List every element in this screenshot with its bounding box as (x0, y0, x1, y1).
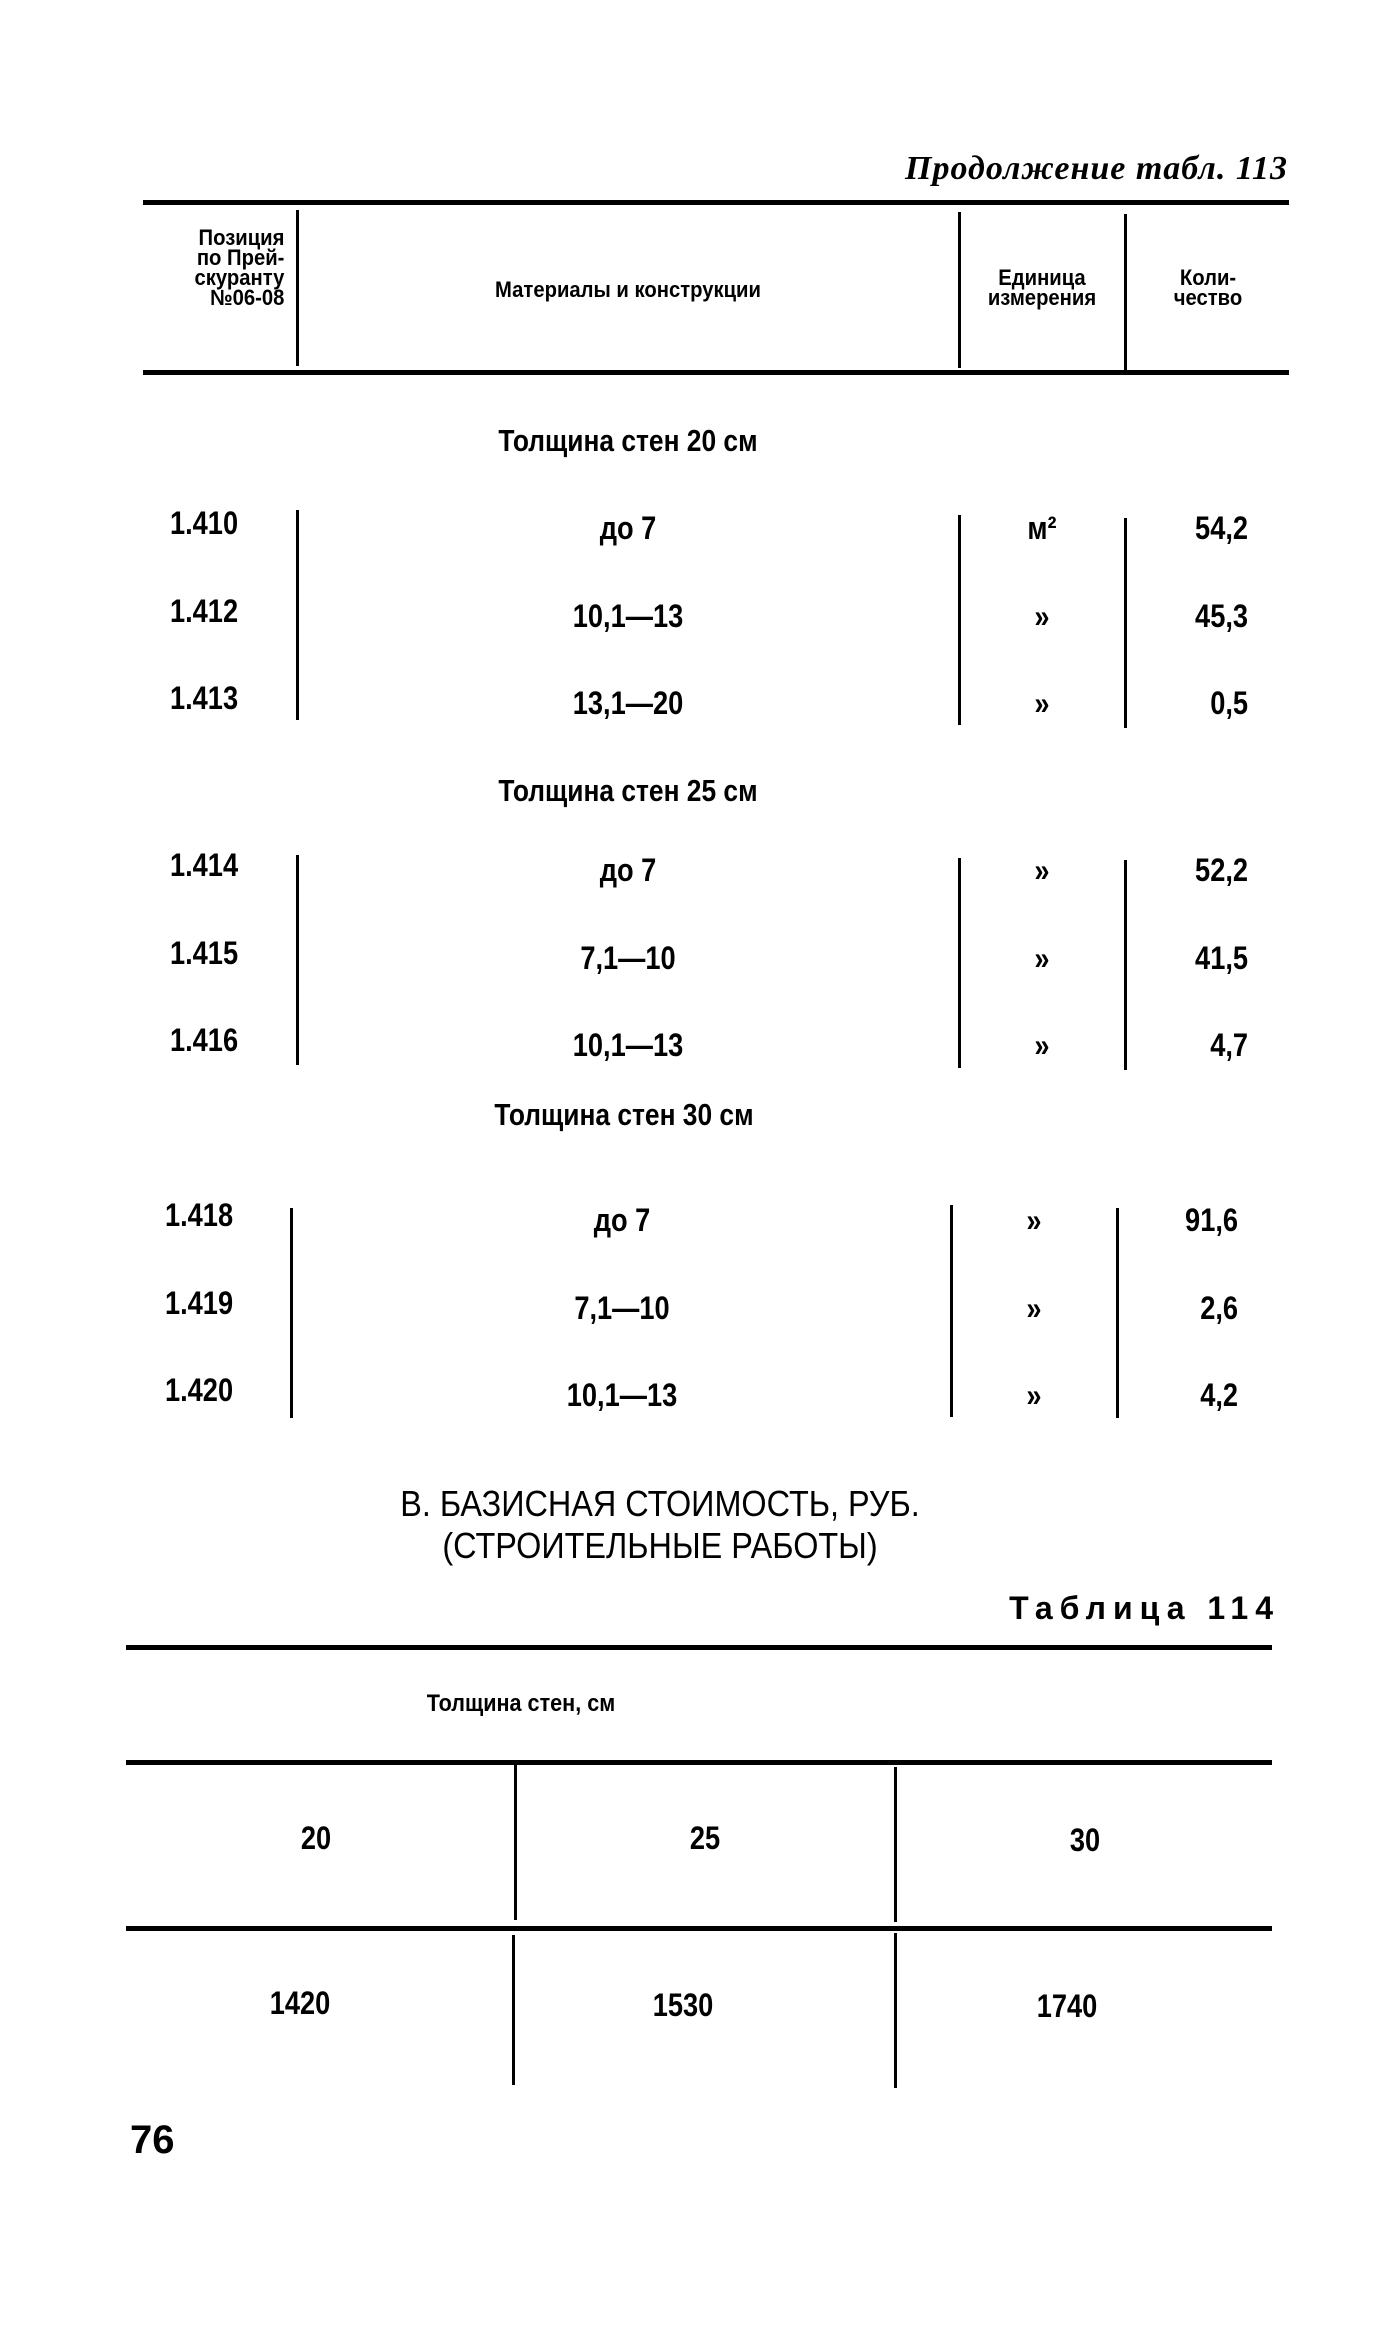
row-material: 10,1—13 (572, 1027, 684, 1063)
row-position: 1.415 (170, 935, 239, 971)
row-quantity: 41,5 (1195, 940, 1248, 976)
column-header: 20 (300, 1820, 332, 1856)
page-number: 76 (130, 2118, 175, 2162)
header-unit (968, 265, 1115, 310)
section-title: Толщина стен 20 см (498, 423, 758, 458)
row-position: 1.420 (165, 1372, 234, 1408)
cost-value: 1740 (1036, 1988, 1098, 2024)
column-divider (1124, 860, 1127, 1070)
row-position: 1.414 (170, 847, 239, 883)
header-position-line: по Прей- (196, 245, 285, 270)
row-unit: » (1034, 940, 1050, 976)
column-divider (514, 1765, 517, 1920)
row-material: 13,1—20 (572, 685, 684, 721)
row-material: 10,1—13 (572, 598, 684, 634)
column-divider (296, 510, 299, 720)
row-quantity: 54,2 (1195, 510, 1248, 546)
table-label: Таблица 114 (1009, 1590, 1280, 1626)
table114-header: Толщина стен, см (426, 1690, 616, 1717)
column-divider (296, 210, 299, 366)
row-position: 1.418 (165, 1197, 234, 1233)
row-unit: » (1026, 1202, 1042, 1238)
row-material: до 7 (599, 852, 657, 888)
header-position-line: скуранту (194, 265, 285, 290)
header-rule (126, 1760, 1272, 1765)
header-position-line: №06-08 (210, 285, 285, 310)
header-bottom-rule (143, 370, 1289, 375)
row-position: 1.416 (170, 1022, 239, 1058)
column-divider (296, 855, 299, 1065)
values-rule (126, 1926, 1272, 1931)
column-divider (1124, 518, 1127, 728)
row-quantity: 4,7 (1210, 1027, 1248, 1063)
row-quantity: 2,6 (1200, 1290, 1238, 1326)
section-heading-line: (СТРОИТЕЛЬНЫЕ РАБОТЫ) (442, 1525, 878, 1566)
row-material: до 7 (593, 1202, 651, 1238)
column-header: 30 (1069, 1822, 1101, 1858)
row-unit: » (1026, 1377, 1042, 1413)
section-title: Толщина стен 30 см (494, 1097, 754, 1132)
row-quantity: 91,6 (1185, 1202, 1238, 1238)
column-divider (1116, 1208, 1119, 1418)
table-top-rule (126, 1645, 1272, 1650)
column-divider (958, 515, 961, 725)
header-quantity-line: Коли- (1179, 265, 1237, 290)
header-unit-line: Единица (998, 265, 1086, 290)
row-material: до 7 (599, 510, 657, 546)
header-quantity-line: чество (1173, 285, 1243, 310)
column-divider (512, 1935, 515, 2085)
cost-value: 1530 (652, 1987, 714, 2023)
column-divider (958, 212, 961, 368)
header-quantity (1134, 265, 1281, 310)
row-position: 1.410 (170, 505, 239, 541)
continuation-title: Продолжение табл. 113 (905, 150, 1288, 187)
section-title: Толщина стен 25 см (498, 773, 758, 808)
row-position: 1.419 (165, 1285, 234, 1321)
section-heading-line: В. БАЗИСНАЯ СТОИМОСТЬ, РУБ. (400, 1483, 920, 1524)
header-position (156, 225, 285, 310)
column-divider (290, 1208, 293, 1418)
column-divider (894, 1767, 897, 1922)
row-quantity: 0,5 (1210, 685, 1248, 721)
column-divider (950, 1205, 953, 1417)
row-material: 7,1—10 (574, 1290, 670, 1326)
header-unit-line: измерения (987, 285, 1097, 310)
row-quantity: 52,2 (1195, 852, 1248, 888)
row-unit: » (1034, 598, 1050, 634)
row-quantity: 4,2 (1200, 1377, 1238, 1413)
row-unit: м² (1027, 510, 1057, 546)
row-position: 1.412 (170, 593, 239, 629)
row-material: 10,1—13 (566, 1377, 678, 1413)
row-unit: » (1034, 852, 1050, 888)
column-header: 25 (689, 1820, 721, 1856)
section-heading (327, 1483, 993, 1567)
table-top-rule (143, 200, 1289, 205)
header-position-line: Позиция (198, 225, 285, 250)
column-divider (958, 858, 961, 1068)
row-unit: » (1034, 685, 1050, 721)
cost-value: 1420 (269, 1985, 331, 2021)
header-materials: Материалы и конструкции (495, 277, 761, 302)
row-unit: » (1026, 1290, 1042, 1326)
row-material: 7,1—10 (580, 940, 676, 976)
column-divider (894, 1933, 897, 2088)
row-position: 1.413 (170, 680, 239, 716)
column-divider (1124, 214, 1127, 370)
row-unit: » (1034, 1027, 1050, 1063)
row-quantity: 45,3 (1195, 598, 1248, 634)
